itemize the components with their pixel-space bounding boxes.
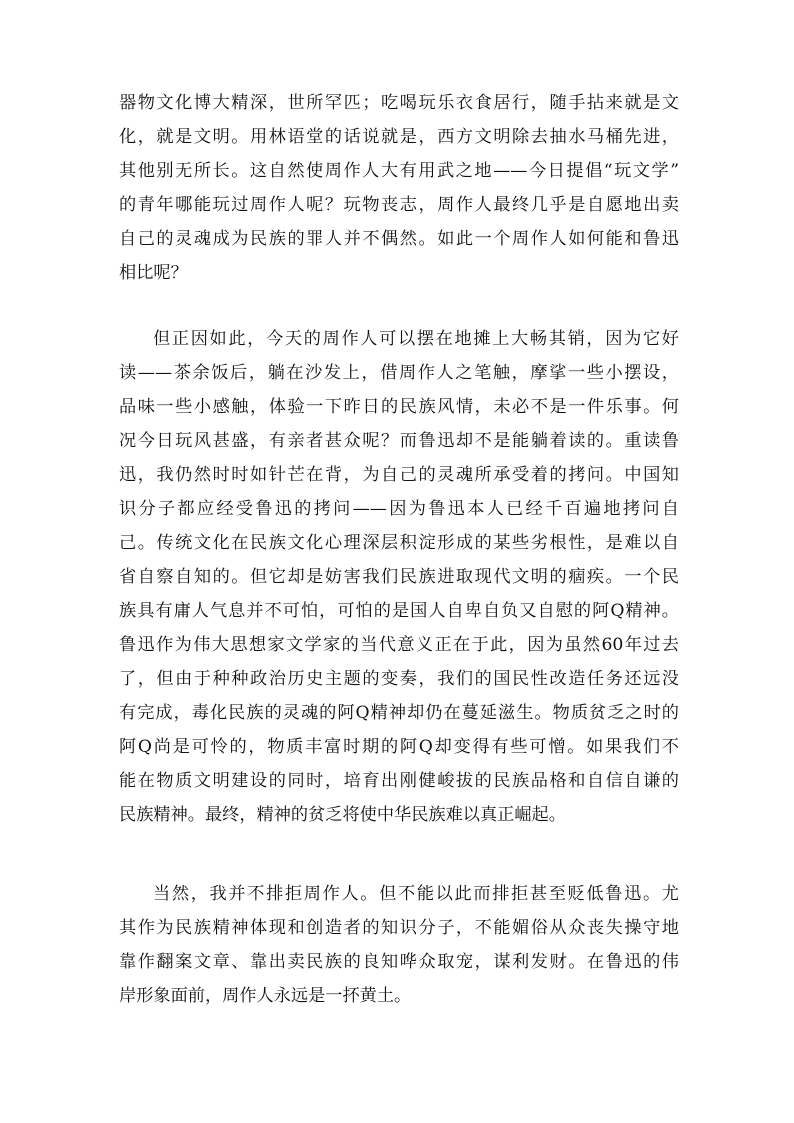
- text-line: 岸形象面前，周作人永远是一抔黄土。: [119, 986, 412, 1006]
- text-line: 能在物质文明建设的同时，培育出刚健峻拔的民族品格和自信自谦的: [119, 771, 679, 791]
- paragraph-1: [119, 86, 679, 290]
- text-line: 但正因如此，今天的周作人可以摆在地摊上大畅其销，因为它好: [153, 329, 679, 349]
- text-line: 阿Q尚是可怜的，物质丰富时期的阿Q却变得有些可憎。如果我们不: [119, 737, 679, 757]
- text-line: 当然，我并不排拒周作人。但不能以此而排拒甚至贬低鲁迅。尤: [153, 884, 679, 904]
- text-line: 的青年哪能玩过周作人呢？玩物丧志，周作人最终几乎是自愿地出卖: [119, 195, 679, 215]
- text-line: 省自察自知的。但它却是妨害我们民族进取现代文明的痼疾。一个民: [119, 567, 679, 587]
- text-line: 相比呢？: [119, 263, 188, 283]
- text-line: 品味一些小感触，体验一下昨日的民族风情，未必不是一件乐事。何: [119, 397, 679, 417]
- text-line: 了，但由于种种政治历史主题的变奏，我们的国民性改造任务还远没: [119, 669, 679, 689]
- text-line: 自己的灵魂成为民族的罪人并不偶然。如此一个周作人如何能和鲁迅: [119, 229, 679, 249]
- text-line: 己。传统文化在民族文化心理深层积淀形成的某些劣根性，是难以自: [119, 533, 679, 553]
- text-line: 靠作翻案文章、靠出卖民族的良知哗众取宠，谋利发财。在鲁迅的伟: [119, 952, 679, 972]
- paragraph-2: [119, 322, 679, 832]
- text-line: 有完成，毒化民族的灵魂的阿Q精神却仍在蔓延滋生。物质贫乏之时的: [119, 703, 679, 723]
- text-line: 民族精神。最终，精神的贫乏将使中华民族难以真正崛起。: [119, 805, 566, 825]
- text-line: 鲁迅作为伟大思想家文学家的当代意义正在于此，因为虽然60年过去: [119, 635, 679, 655]
- text-line: 族具有庸人气息并不可怕，可怕的是国人自卑自负又自慰的阿Q精神。: [119, 601, 679, 621]
- text-line: 其作为民族精神体现和创造者的知识分子，不能媚俗从众丧失操守地: [119, 918, 679, 938]
- text-line: 识分子都应经受鲁迅的拷问——因为鲁迅本人已经千百遍地拷问自: [119, 499, 679, 519]
- text-line: 读——茶余饭后，躺在沙发上，借周作人之笔触，摩挲一些小摆设，: [119, 363, 679, 383]
- text-line: 其他别无所长。这自然使周作人大有用武之地——今日提倡“玩文学”: [119, 161, 679, 181]
- text-line: 况今日玩风甚盛，有亲者甚众呢？而鲁迅却不是能躺着读的。重读鲁: [119, 431, 679, 451]
- text-line: 器物文化博大精深，世所罕匹；吃喝玩乐衣食居行，随手拈来就是文: [119, 93, 679, 113]
- text-line: 迅，我仍然时时如针芒在背，为自己的灵魂所承受着的拷问。中国知: [119, 465, 679, 485]
- text-line: 化，就是文明。用林语堂的话说就是，西方文明除去抽水马桶先进，: [119, 127, 679, 147]
- paragraph-3: [119, 877, 679, 1013]
